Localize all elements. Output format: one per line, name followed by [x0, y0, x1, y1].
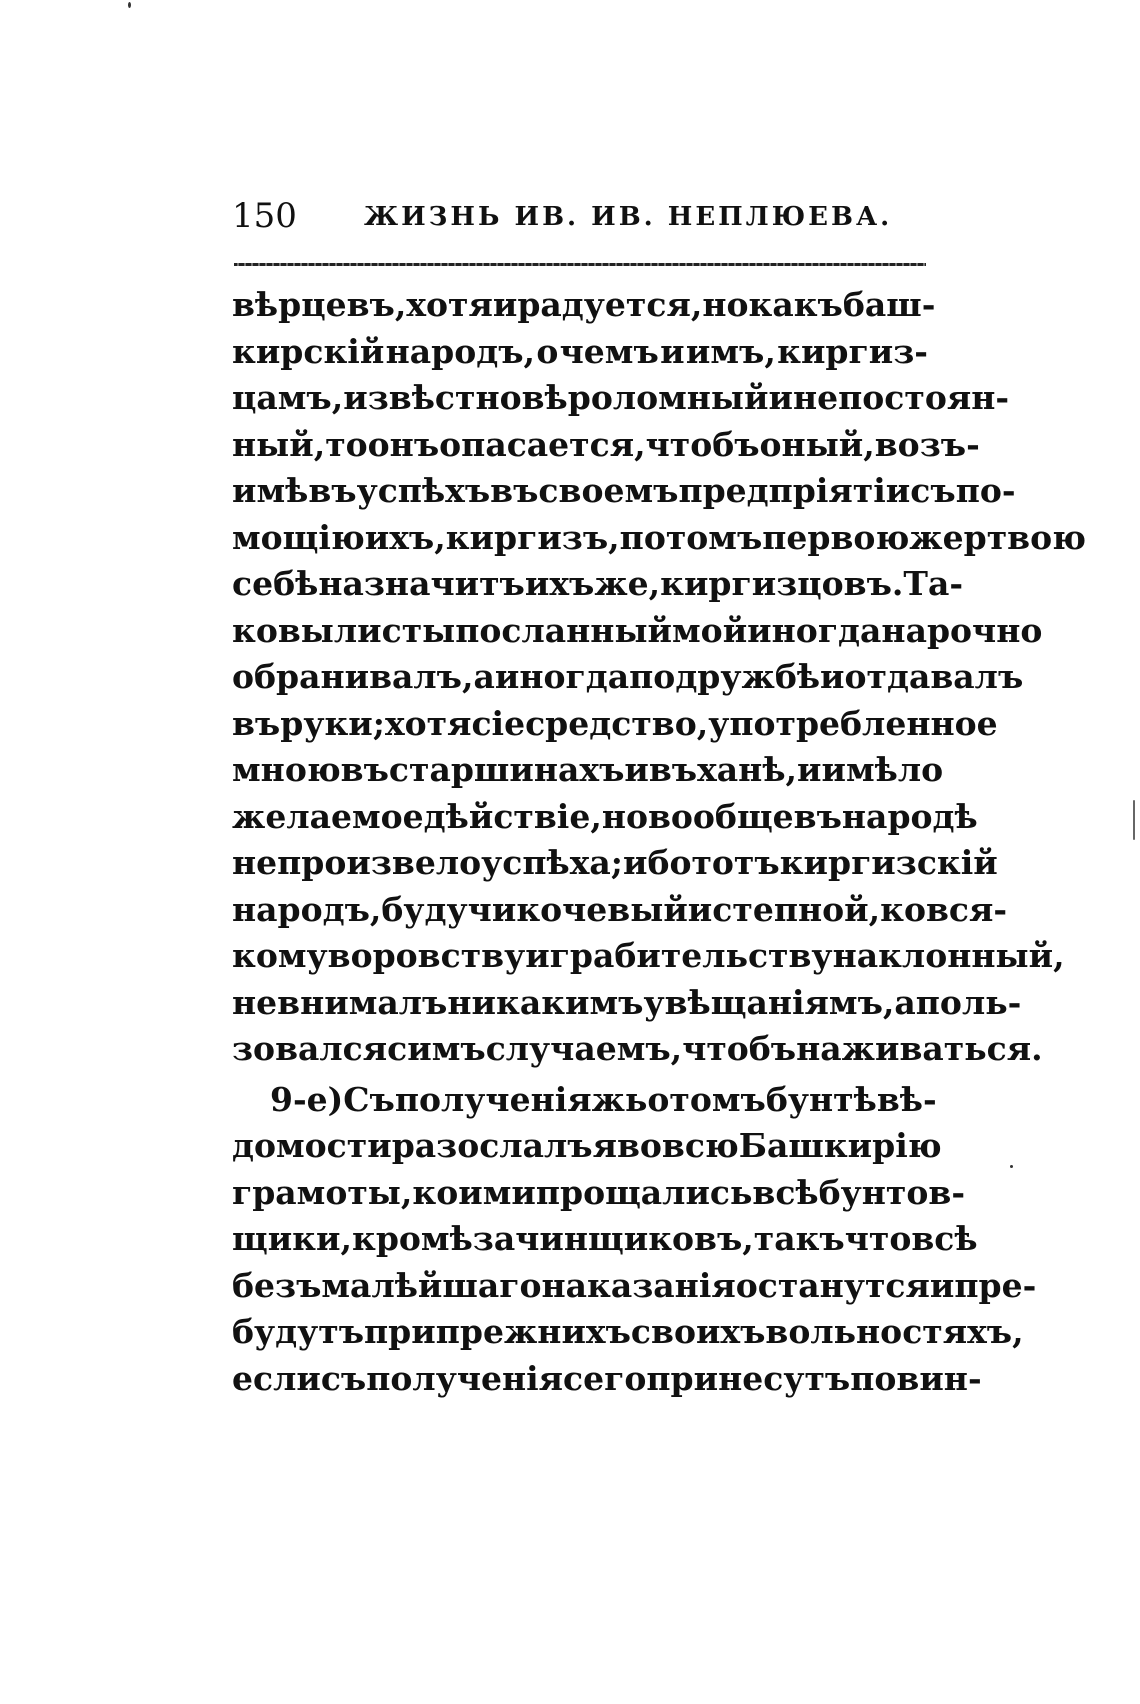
text-line: домости разослалъ я во всю Башкирію: [232, 1126, 942, 1165]
text-line: себѣ назначитъ ихъ же, киргизцовъ. Та-: [232, 564, 964, 603]
text-line: не произвело успѣха; ибо тотъ киргизскій: [232, 843, 998, 882]
text-line: кирскій народъ, о чемъ и имъ, киргиз-: [232, 331, 928, 371]
text-line: вѣрцевъ, хотя и радуется, но какъ баш-: [232, 285, 936, 324]
text-line: желаемое дѣйствіе, но вообще въ народѣ: [232, 796, 978, 836]
text-line: зовался симъ случаемъ, чтобъ наживаться.: [232, 1029, 1043, 1068]
text-line: кому воровству и грабительству наклонный,: [232, 936, 1065, 975]
text-line: мною въ старшинахъ и въ ханѣ, и имѣло: [232, 750, 944, 789]
body-text: [232, 282, 1086, 1402]
text-line: безъ малѣйшаго наказанія останутся и пре-: [232, 1265, 1037, 1305]
paragraph-2: [232, 1077, 1037, 1403]
text-line: если съ полученія сего принесутъ повин-: [232, 1358, 982, 1398]
text-line: не внималъ никакимъ увѣщаніямъ, а поль-: [232, 982, 1022, 1022]
header-rule: [234, 263, 926, 266]
text-line: ный, то онъ опасается, чтобъ оный, возъ-: [232, 424, 980, 464]
text-line: ковы листы посланный мой иногда нарочно: [232, 610, 1043, 650]
text-line: 9-е) Съ полученія жь о томъ бунтѣ вѣ-: [270, 1079, 937, 1119]
page-number: 150: [232, 196, 297, 236]
scan-speck: [1010, 1165, 1013, 1168]
paragraph-1: [232, 282, 1086, 1073]
text-line: щики, кромѣ зачинщиковъ, такъ что всѣ: [232, 1219, 978, 1258]
text-line: цамъ, извѣстно вѣроломный и непостоян-: [232, 378, 1010, 417]
text-line: въ руки; хотя сіе средство, употребленное: [232, 703, 998, 743]
scan-speck: [128, 2, 131, 8]
text-line: народъ, будучи кочевый и степной, ко вся-: [232, 889, 1008, 929]
text-line: грамоты, коими прощались всѣ бунтов-: [232, 1172, 966, 1212]
text-line: имѣвъ успѣхъ въ своемъ предпріятіи съ по-: [232, 471, 1016, 510]
text-line: обранивалъ, а иногда по дружбѣ и отдавалъ: [232, 657, 1024, 696]
page-header: [232, 196, 932, 246]
running-head: ЖИЗНЬ ИВ. ИВ. НЕПЛЮЕВА.: [364, 202, 893, 232]
text-line: мощію ихъ, киргизъ, потомъ первою жертвою: [232, 517, 1086, 557]
scan-speck: [1133, 800, 1135, 840]
text-line: будутъ при прежнихъ своихъ вольностяхъ,: [232, 1312, 1024, 1351]
